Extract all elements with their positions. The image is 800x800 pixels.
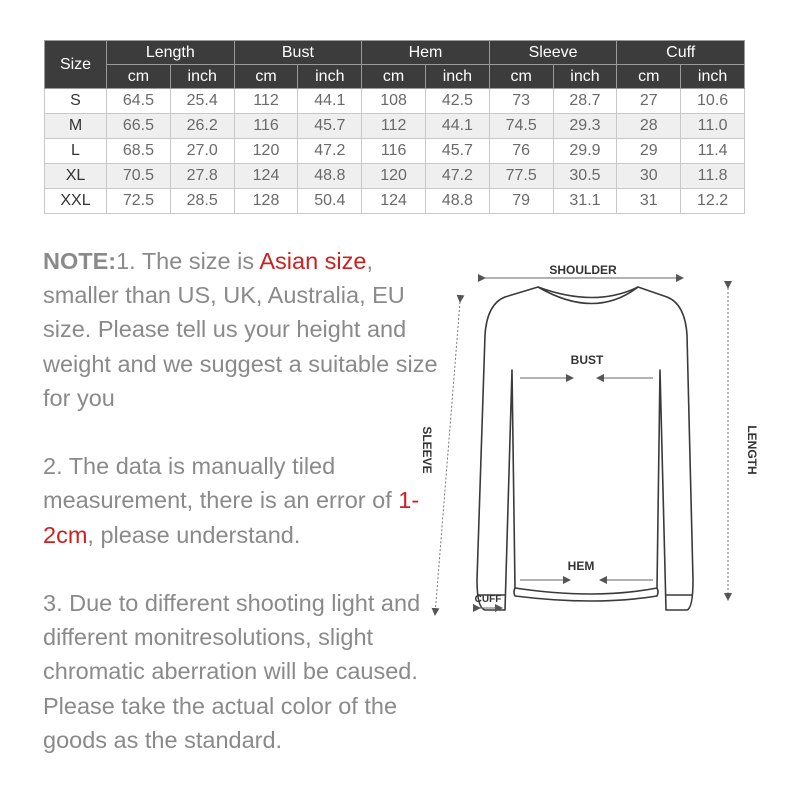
table-cell: 12.2: [681, 189, 745, 214]
table-cell: 47.2: [425, 164, 489, 189]
table-cell: 11.4: [681, 139, 745, 164]
unit-header: inch: [298, 65, 362, 89]
table-row: [45, 114, 745, 139]
size-chart-unit-row: [45, 65, 745, 89]
table-cell: 10.6: [681, 89, 745, 114]
table-cell: 128: [234, 189, 298, 214]
size-column-header: Size: [45, 41, 107, 89]
unit-header: cm: [362, 65, 426, 89]
table-cell: 44.1: [298, 89, 362, 114]
table-cell: 72.5: [107, 189, 171, 214]
table-cell: 112: [234, 89, 298, 114]
table-cell: 27.0: [170, 139, 234, 164]
table-row: [45, 89, 745, 114]
bust-label: BUST: [570, 353, 604, 367]
unit-header: inch: [553, 65, 617, 89]
unit-header: cm: [489, 65, 553, 89]
table-cell: 64.5: [107, 89, 171, 114]
sleeve-header: Sleeve: [489, 41, 617, 65]
table-cell: 29.3: [553, 114, 617, 139]
length-label: LENGTH: [745, 425, 759, 475]
table-cell: 116: [234, 114, 298, 139]
size-notes: [43, 244, 443, 791]
table-cell: 47.2: [298, 139, 362, 164]
table-cell: 42.5: [425, 89, 489, 114]
size-label: L: [45, 139, 107, 164]
table-row: [45, 189, 745, 214]
table-cell: 29.9: [553, 139, 617, 164]
table-cell: 48.8: [298, 164, 362, 189]
table-cell: 28.5: [170, 189, 234, 214]
table-cell: 26.2: [170, 114, 234, 139]
note-label: NOTE:: [43, 248, 117, 274]
size-label: S: [45, 89, 107, 114]
shoulder-label: SHOULDER: [549, 263, 617, 277]
unit-header: inch: [681, 65, 745, 89]
cuff-header: Cuff: [617, 41, 745, 65]
note-1-text-a: 1. The size is: [116, 248, 260, 274]
unit-header: cm: [617, 65, 681, 89]
table-cell: 74.5: [489, 114, 553, 139]
asian-size-highlight: Asian size: [259, 248, 367, 274]
size-label: M: [45, 114, 107, 139]
table-cell: 120: [362, 164, 426, 189]
note-2: [43, 449, 443, 552]
size-label: XL: [45, 164, 107, 189]
table-cell: 124: [362, 189, 426, 214]
shirt-measurement-diagram: [405, 240, 775, 630]
table-cell: 31: [617, 189, 681, 214]
table-cell: 45.7: [425, 139, 489, 164]
table-cell: 45.7: [298, 114, 362, 139]
table-cell: 28: [617, 114, 681, 139]
table-cell: 28.7: [553, 89, 617, 114]
table-cell: 11.8: [681, 164, 745, 189]
table-row: [45, 139, 745, 164]
hem-label: HEM: [567, 559, 595, 573]
unit-header: cm: [107, 65, 171, 89]
size-label: XXL: [45, 189, 107, 214]
size-chart-table: [44, 40, 745, 214]
note-2-text-b: , please understand.: [87, 521, 301, 548]
note-1: [43, 244, 443, 415]
table-cell: 112: [362, 114, 426, 139]
table-cell: 50.4: [298, 189, 362, 214]
sleeve-dimension-line: [435, 302, 460, 615]
table-cell: 66.5: [107, 114, 171, 139]
table-cell: 124: [234, 164, 298, 189]
cuff-label: CUFF: [474, 594, 502, 605]
table-cell: 77.5: [489, 164, 553, 189]
table-cell: 70.5: [107, 164, 171, 189]
table-cell: 11.0: [681, 114, 745, 139]
note-1-text-b: , smaller than US, UK, Australia, EU size. Please tell us your height and weight and we suggest a suitable size for you: [43, 248, 438, 411]
table-cell: 73: [489, 89, 553, 114]
sleeve-label: SLEEVE: [420, 426, 434, 474]
note-3: 3. Due to different shooting light and different monitresolutions, slight chromatic aberration will be caused. Please take the actual color of the goods as the standard.: [43, 590, 421, 753]
table-cell: 108: [362, 89, 426, 114]
unit-header: cm: [234, 65, 298, 89]
bust-header: Bust: [234, 41, 362, 65]
table-cell: 25.4: [170, 89, 234, 114]
table-cell: 79: [489, 189, 553, 214]
table-cell: 116: [362, 139, 426, 164]
table-row: [45, 164, 745, 189]
size-chart-group-header-row: [45, 41, 745, 65]
table-cell: 27: [617, 89, 681, 114]
table-cell: 30.5: [553, 164, 617, 189]
table-cell: 120: [234, 139, 298, 164]
length-header: Length: [107, 41, 235, 65]
table-cell: 44.1: [425, 114, 489, 139]
table-cell: 48.8: [425, 189, 489, 214]
unit-header: inch: [425, 65, 489, 89]
unit-header: inch: [170, 65, 234, 89]
table-cell: 27.8: [170, 164, 234, 189]
hem-header: Hem: [362, 41, 490, 65]
table-cell: 68.5: [107, 139, 171, 164]
table-cell: 31.1: [553, 189, 617, 214]
table-cell: 76: [489, 139, 553, 164]
note-2-text-a: 2. The data is manually tiled measurement, there is an error of: [43, 453, 399, 514]
table-cell: 29: [617, 139, 681, 164]
error-range-highlight: 1-2cm: [43, 487, 420, 548]
table-cell: 30: [617, 164, 681, 189]
